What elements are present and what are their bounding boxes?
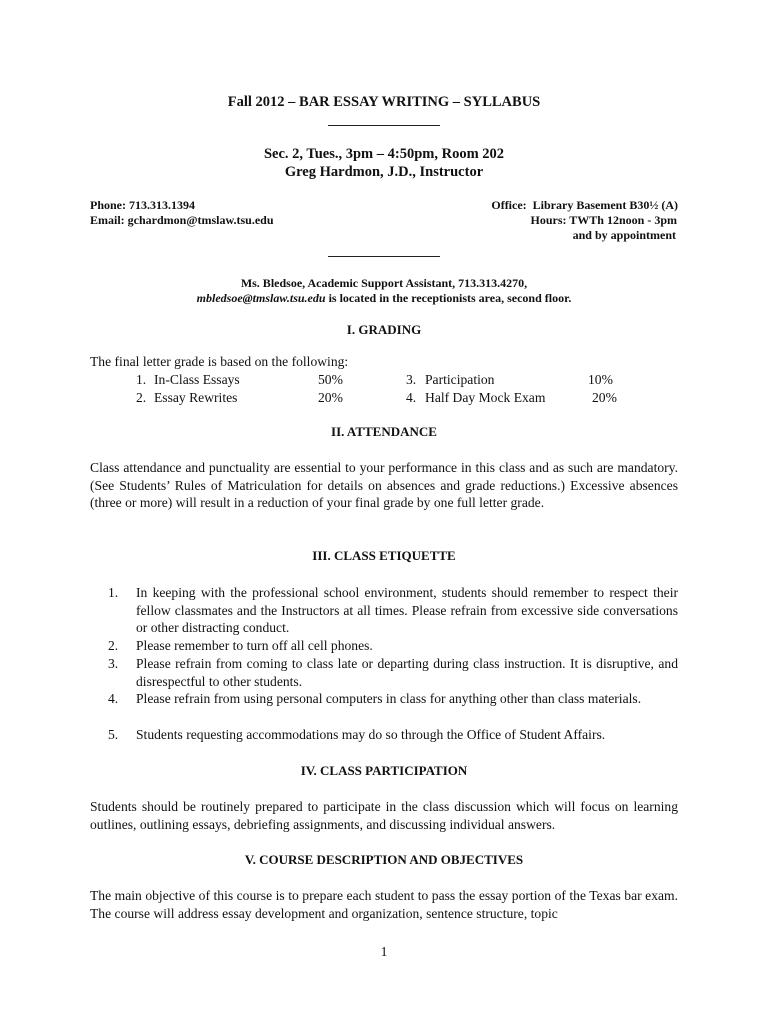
hours-line: Hours: TWTh 12noon - 3pm <box>530 213 677 227</box>
etiquette-item-5-num: 5. <box>108 727 119 742</box>
etiquette-item-1-text: In keeping with the professional school environment, students should remember to respect their fellow classmates and the Instructors at all times. Please refrain from excessive side conversations or other distracting conduct. <box>136 585 678 636</box>
grade-item-1-label: In-Class Essays <box>154 372 240 387</box>
grade-item-1-num: 1. <box>136 372 147 387</box>
appointment-line: and by appointment <box>572 228 676 242</box>
section-info: Sec. 2, Tues., 3pm – 4:50pm, Room 202 <box>263 146 505 162</box>
phone-line: Phone: 713.313.1394 <box>90 198 195 212</box>
grade-item-3-pct: 10% <box>588 372 613 387</box>
contact-divider <box>328 256 440 257</box>
etiquette-item-3-num: 3. <box>108 656 119 671</box>
attendance-heading: II. ATTENDANCE <box>331 424 437 439</box>
assistant-location: is located in the receptionists area, second floor. <box>325 291 572 305</box>
title-divider <box>328 125 440 126</box>
etiquette-item-5-text: Students requesting accommodations may do so through the Office of Student Affairs. <box>136 727 606 742</box>
description-text: The main objective of this course is to prepare each student to pass the essay portion of the Texas bar exam. The course will address essay development and organization, sentence structure, topic <box>90 888 678 921</box>
grade-item-3-label: Participation <box>425 372 495 387</box>
description-heading: V. COURSE DESCRIPTION AND OBJECTIVES <box>244 852 524 867</box>
grade-item-2-pct: 20% <box>318 390 343 405</box>
assistant-line-1: Ms. Bledsoe, Academic Support Assistant, 713.313.4270, <box>240 276 528 290</box>
office-line: Office: Library Basement B30½ (A) <box>491 198 678 212</box>
grade-item-3-num: 3. <box>406 372 417 387</box>
participation-heading: IV. CLASS PARTICIPATION <box>300 763 468 778</box>
etiquette-item-2-num: 2. <box>108 638 119 653</box>
grade-item-4-label: Half Day Mock Exam <box>425 390 546 405</box>
etiquette-item-1-num: 1. <box>108 585 119 600</box>
etiquette-item-4-num: 4. <box>108 691 119 706</box>
grade-item-2-label: Essay Rewrites <box>154 390 238 405</box>
etiquette-item-3-text: Please refrain from coming to class late or departing during class instruction. It is disruptive, and disrespectful to other students. <box>136 656 678 689</box>
page-number: 1 <box>380 944 388 959</box>
assistant-email: mbledsoe@tmslaw.tsu.edu <box>196 291 326 305</box>
grade-item-4-num: 4. <box>406 390 417 405</box>
participation-text: Students should be routinely prepared to participate in the class discussion which will focus on learning outlines, outlining essays, debriefing assignments, and discussing individual answers. <box>90 799 678 832</box>
email-line: Email: gchardmon@tmslaw.tsu.edu <box>90 213 274 227</box>
grade-item-1-pct: 50% <box>318 372 343 387</box>
etiquette-item-2-text: Please remember to turn off all cell phones. <box>136 638 373 653</box>
etiquette-heading: III. CLASS ETIQUETTE <box>312 548 456 563</box>
document-title: Fall 2012 – BAR ESSAY WRITING – SYLLABUS <box>227 94 541 110</box>
grading-heading: I. GRADING <box>346 322 422 337</box>
grading-intro: The final letter grade is based on the following: <box>90 354 349 369</box>
assistant-line-2 <box>0 291 768 306</box>
grade-item-2-num: 2. <box>136 390 147 405</box>
instructor-name: Greg Hardmon, J.D., Instructor <box>284 164 484 180</box>
grade-item-4-pct: 20% <box>592 390 617 405</box>
etiquette-item-4-text: Please refrain from using personal computers in class for anything other than class materials. <box>136 691 642 706</box>
attendance-text: Class attendance and punctuality are essential to your performance in this class and as such are mandatory. (See Students’ Rules of Matriculation for details on absences and grade reductions.) Excessive absences (three or more) will result in a reduction of your final grade by one full letter grade. <box>90 460 678 511</box>
